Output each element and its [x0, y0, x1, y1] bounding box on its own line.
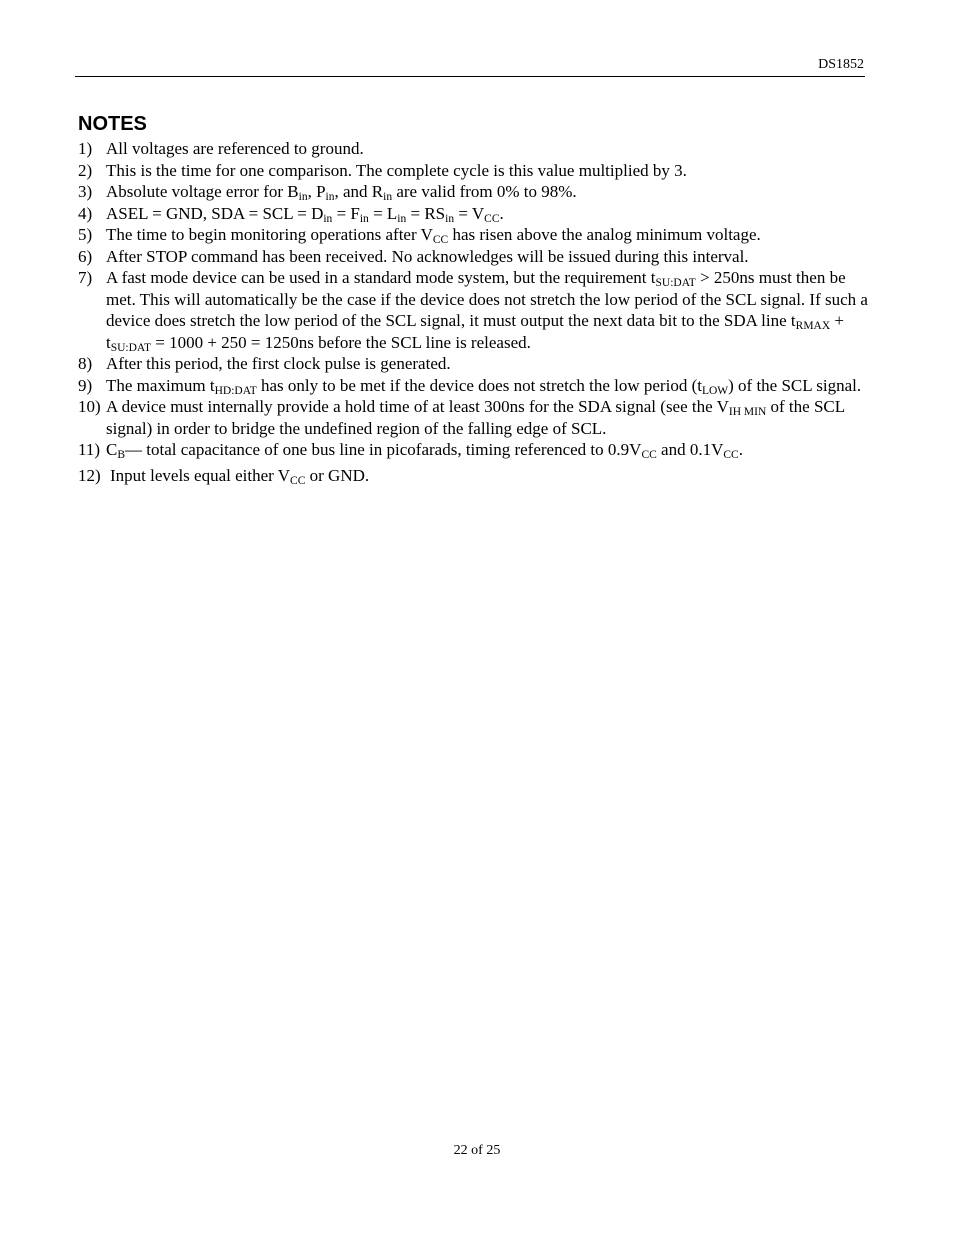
subscript: B: [117, 449, 126, 461]
note-item-3: [78, 181, 868, 203]
subscript: LOW: [701, 384, 729, 397]
subscript: in: [397, 212, 407, 225]
subscript: CC: [641, 449, 657, 461]
note-item-10: [78, 396, 868, 439]
subscript: CC: [723, 449, 739, 461]
note-item-12: [78, 465, 868, 487]
note-text: ASEL = GND, SDA = SCL = $D_{in} = F_{in} = L_{in} = RS_{in} = V_{CC}$.: [106, 203, 504, 225]
note-text: All voltages are referenced to ground.: [106, 139, 364, 158]
note-text: A fast mode device can be used in a standard mode system, but the requirement $t_{SU:DAT} > 250ns$ must then be met. This will automatically be the case if the device does not stretch the low period of the SCL signal. If such a device does stretch the low period of the SCL signal, it must output the next data bit to the SDA line $t_{RMAX} + t_{SU:DAT} = 1000 + 250 = 1250ns$ before the SCL line is released.: [106, 268, 868, 354]
note-text: $C_B—$ total capacitance of one bus line in picofarads, timing referenced to $0.9V_{CC}$ and $0.1V_{CC}$.: [106, 440, 743, 461]
subscript: in: [323, 212, 333, 225]
subscript: IH MIN: [728, 406, 767, 418]
subscript: CC: [484, 212, 500, 225]
subscript: SU:DAT: [655, 277, 696, 289]
note-text: The maximum $t_{HD:DAT}$ has only to be met if the device does not stretch the low period $(t_{LOW})$ of the SCL signal.: [106, 375, 862, 397]
note-item-1: [78, 138, 868, 160]
note-number: 5): [78, 225, 93, 244]
note-text: After this period, the first clock pulse is generated.: [106, 354, 451, 373]
note-item-4: [78, 203, 868, 225]
subscript: in: [383, 191, 393, 203]
document-id: DS1852: [818, 57, 864, 72]
note-item-11: [78, 439, 868, 461]
note-text: Absolute voltage error for $B_{in}$, $P_{in}$, and $R_{in}$ are valid from 0% to 98%.: [106, 182, 577, 203]
note-text: A device must internally provide a hold time of at least 300ns for the SDA signal (see the $V_{IH MIN}$ of the SCL signal) in order to bridge the undefined region of the falling edge of SCL.: [106, 397, 845, 438]
subscript: in: [445, 212, 455, 225]
note-text: Input levels equal either $V_{CC}$ or GND.: [110, 465, 370, 487]
note-number: 2): [78, 160, 93, 180]
page-number: 22 of 25: [453, 1143, 501, 1158]
note-item-6: [78, 246, 868, 268]
note-item-5: [78, 224, 868, 246]
note-text: This is the time for one comparison. The complete cycle is this value multiplied by 3.: [106, 160, 687, 180]
note-item-7: [78, 267, 868, 353]
note-text: After STOP command has been received. No acknowledges will be issued during this interval.: [106, 246, 749, 266]
note-number: 7): [78, 268, 93, 287]
note-item-8: [78, 353, 868, 375]
header-divider: [75, 76, 865, 77]
subscript: SU:DAT: [110, 341, 151, 354]
subscript: in: [359, 212, 369, 225]
note-number: 4): [78, 203, 93, 223]
subscript: in: [298, 191, 308, 203]
note-item-2: [78, 160, 868, 182]
note-number: 8): [78, 354, 93, 373]
subscript: in: [325, 191, 335, 203]
note-number: 10): [78, 397, 101, 416]
note-text: The time to begin monitoring operations after $V_{CC}$ has risen above the analog minimum voltage.: [106, 225, 761, 246]
note-item-9: [78, 375, 868, 397]
subscript: HD:DAT: [214, 384, 257, 397]
note-number: 12): [78, 465, 101, 485]
note-number: 3): [78, 182, 93, 201]
note-number: 9): [78, 375, 93, 395]
note-number: 1): [78, 139, 93, 158]
notes-list: [78, 138, 868, 486]
subscript: CC: [290, 474, 306, 487]
notes-heading: NOTES: [78, 113, 147, 135]
subscript: RMAX: [795, 320, 831, 332]
note-number: 11): [78, 440, 101, 459]
subscript: CC: [432, 234, 449, 246]
note-number: 6): [78, 246, 93, 266]
